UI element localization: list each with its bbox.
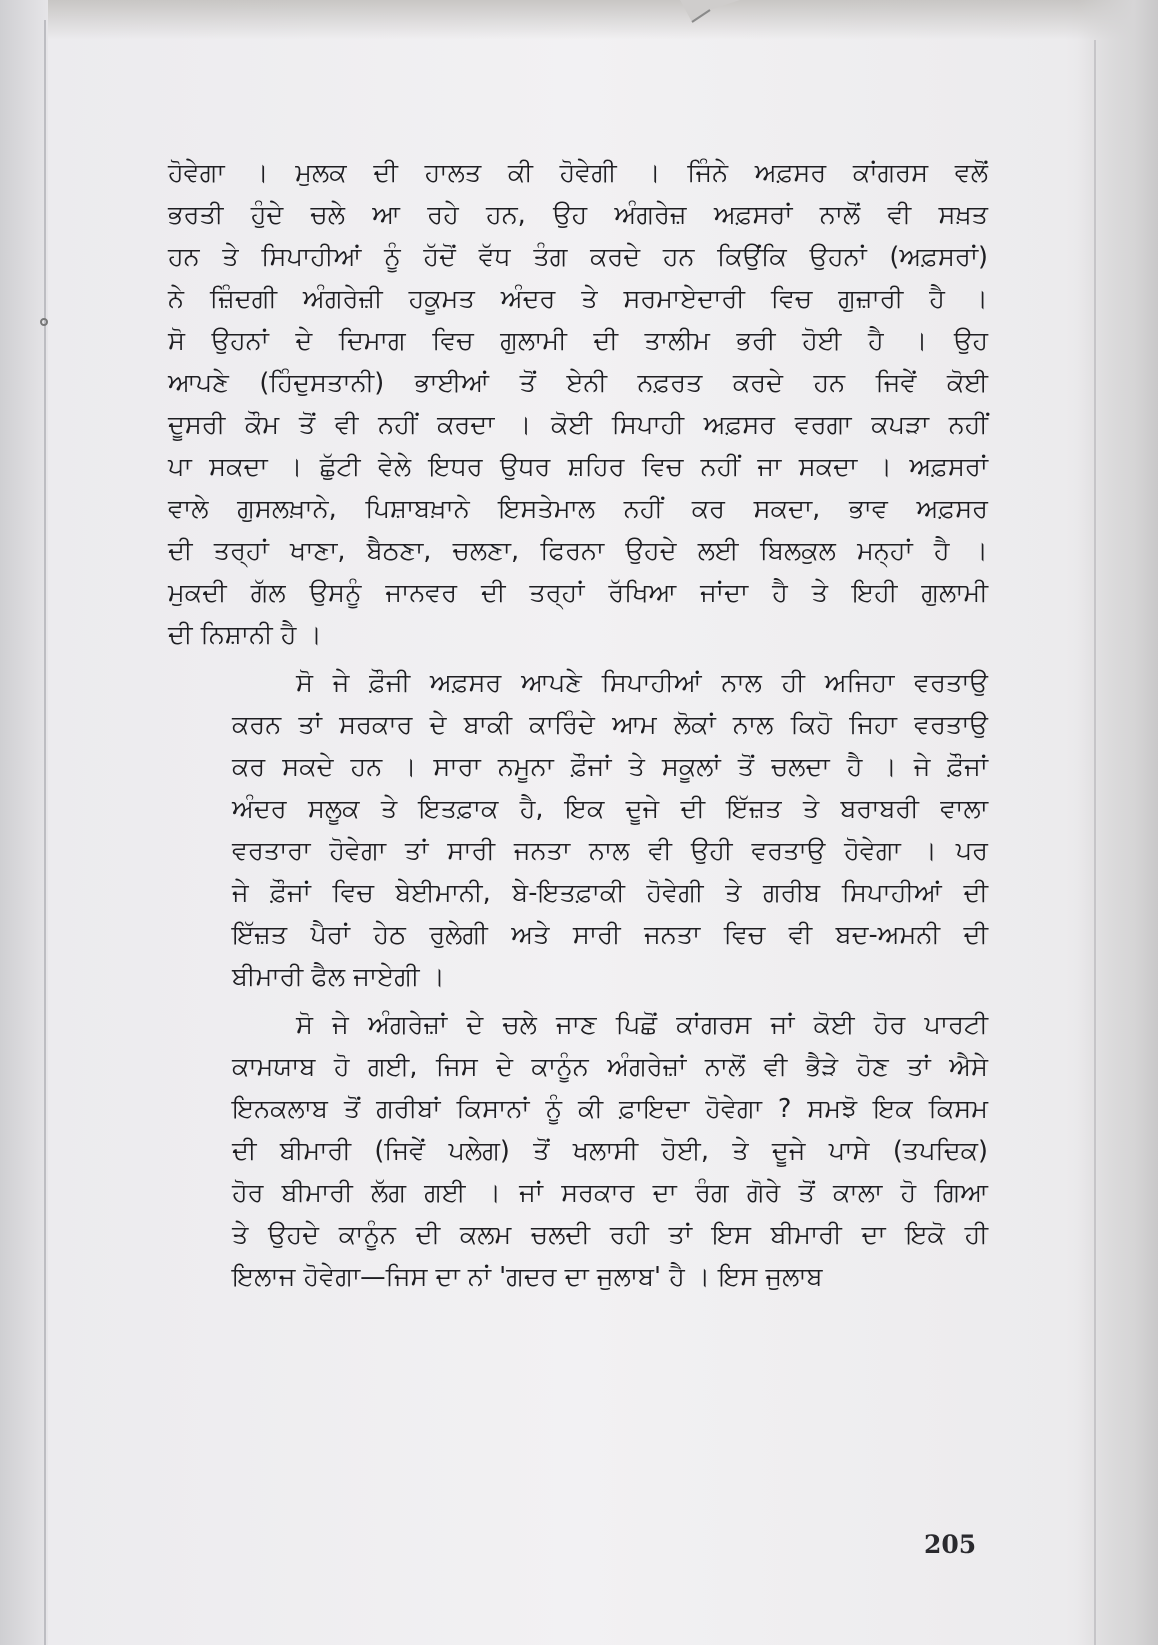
paragraph — [168, 1004, 988, 1298]
text-line: ਵਾਲੇ ਗੁਸਲਖ਼ਾਨੇ, ਪਿਸ਼ਾਬਖ਼ਾਨੇ ਇਸਤੇਮਾਲ ਨਹੀਂ ਕਰ ਸਕਦਾ, ਭਾਵ ਅਫ਼ਸਰ — [168, 494, 988, 524]
text-line: ਸੋ ਜੇ ਫ਼ੌਜੀ ਅਫ਼ਸਰ ਆਪਣੇ ਸਿਪਾਹੀਆਂ ਨਾਲ ਹੀ ਅਜਿਹਾ ਵਰਤਾਉ — [296, 668, 988, 698]
right-page-edge — [1078, 0, 1158, 1645]
text-line: ਬੀਮਾਰੀ ਫੈਲ ਜਾਏਗੀ । — [232, 962, 445, 992]
text-line: ਇੱਜ਼ਤ ਪੈਰਾਂ ਹੇਠ ਰੁਲੇਗੀ ਅਤੇ ਸਾਰੀ ਜਨਤਾ ਵਿਚ ਵੀ ਬਦ-ਅਮਨੀ ਦੀ — [232, 920, 988, 950]
text-line: ਦੂਸਰੀ ਕੌਮ ਤੋਂ ਵੀ ਨਹੀਂ ਕਰਦਾ । ਕੋਈ ਸਿਪਾਹੀ ਅਫ਼ਸਰ ਵਰਗਾ ਕਪੜਾ ਨਹੀਂ — [168, 410, 988, 440]
text-line: ਹੋਰ ਬੀਮਾਰੀ ਲੱਗ ਗਈ । ਜਾਂ ਸਰਕਾਰ ਦਾ ਰੰਗ ਗੋਰੇ ਤੋਂ ਕਾਲਾ ਹੋ ਗਿਆ — [232, 1178, 988, 1208]
text-line: ਕਰ ਸਕਦੇ ਹਨ । ਸਾਰਾ ਨਮੂਨਾ ਫ਼ੌਜਾਂ ਤੇ ਸਕੂਲਾਂ ਤੋਂ ਚਲਦਾ ਹੈ । ਜੇ ਫ਼ੌਜਾਂ — [232, 752, 988, 782]
page-number: 205 — [924, 1530, 977, 1559]
right-edge-line — [1094, 40, 1096, 1645]
text-line: ਅੰਦਰ ਸਲੂਕ ਤੇ ਇਤਫ਼ਾਕ ਹੈ, ਇਕ ਦੂਜੇ ਦੀ ਇੱਜ਼ਤ ਤੇ ਬਰਾਬਰੀ ਵਾਲਾ — [232, 794, 988, 824]
paragraph — [168, 152, 988, 656]
text-line: ਸੋ ਉਹਨਾਂ ਦੇ ਦਿਮਾਗ ਵਿਚ ਗੁਲਾਮੀ ਦੀ ਤਾਲੀਮ ਭਰੀ ਹੋਈ ਹੈ । ਉਹ — [168, 326, 988, 356]
text-line: ਵਰਤਾਰਾ ਹੋਵੇਗਾ ਤਾਂ ਸਾਰੀ ਜਨਤਾ ਨਾਲ ਵੀ ਉਹੀ ਵਰਤਾਉ ਹੋਵੇਗਾ । ਪਰ — [232, 836, 988, 866]
text-line: ਦੀ ਬੀਮਾਰੀ (ਜਿਵੇਂ ਪਲੇਗ) ਤੋਂ ਖਲਾਸੀ ਹੋਈ, ਤੇ ਦੂਜੇ ਪਾਸੇ (ਤਪਦਿਕ) — [232, 1136, 988, 1166]
text-line: ਹਨ ਤੇ ਸਿਪਾਹੀਆਂ ਨੂੰ ਹੱਦੋਂ ਵੱਧ ਤੰਗ ਕਰਦੇ ਹਨ ਕਿਉਂਕਿ ਉਹਨਾਂ (ਅਫ਼ਸਰਾਂ) — [168, 242, 988, 272]
text-line: ਆਪਣੇ (ਹਿੰਦੁਸਤਾਨੀ) ਭਾਈਆਂ ਤੋਂ ਏਨੀ ਨਫ਼ਰਤ ਕਰਦੇ ਹਨ ਜਿਵੇਂ ਕੋਈ — [168, 368, 988, 398]
body-text — [168, 152, 988, 1298]
paragraph — [168, 662, 988, 998]
text-line: ਦੀ ਨਿਸ਼ਾਨੀ ਹੈ । — [168, 620, 322, 650]
top-shadow — [0, 0, 1158, 40]
text-line: ਦੀ ਤਰ੍ਹਾਂ ਖਾਣਾ, ਬੈਠਣਾ, ਚਲਣਾ, ਫਿਰਨਾ ਉਹਦੇ ਲਈ ਬਿਲਕੁਲ ਮਨ੍ਹਾਂ ਹੈ । — [168, 536, 988, 566]
text-line: ਇਨਕਲਾਬ ਤੋਂ ਗਰੀਬਾਂ ਕਿਸਾਨਾਂ ਨੂੰ ਕੀ ਫ਼ਾਇਦਾ ਹੋਵੇਗਾ ? ਸਮਝੋ ਇਕ ਕਿਸਮ — [232, 1094, 988, 1124]
text-line: ਕਾਮਯਾਬ ਹੋ ਗਈ, ਜਿਸ ਦੇ ਕਾਨੂੰਨ ਅੰਗਰੇਜ਼ਾਂ ਨਾਲੋਂ ਵੀ ਭੈੜੇ ਹੋਣ ਤਾਂ ਐਸੇ — [232, 1052, 988, 1082]
text-line: ਭਰਤੀ ਹੁੰਦੇ ਚਲੇ ਆ ਰਹੇ ਹਨ, ਉਹ ਅੰਗਰੇਜ਼ ਅਫ਼ਸਰਾਂ ਨਾਲੋਂ ਵੀ ਸਖ਼ਤ — [168, 200, 988, 230]
left-edge-line — [44, 20, 46, 1645]
text-line: ਸੋ ਜੇ ਅੰਗਰੇਜ਼ਾਂ ਦੇ ਚਲੇ ਜਾਣ ਪਿਛੋਂ ਕਾਂਗਰਸ ਜਾਂ ਕੋਈ ਹੋਰ ਪਾਰਟੀ — [296, 1010, 988, 1040]
text-line: ਨੇ ਜ਼ਿੰਦਗੀ ਅੰਗਰੇਜ਼ੀ ਹਕੂਮਤ ਅੰਦਰ ਤੇ ਸਰਮਾਏਦਾਰੀ ਵਿਚ ਗੁਜ਼ਾਰੀ ਹੈ । — [168, 284, 988, 314]
text-line: ਕਰਨ ਤਾਂ ਸਰਕਾਰ ਦੇ ਬਾਕੀ ਕਾਰਿੰਦੇ ਆਮ ਲੋਕਾਂ ਨਾਲ ਕਿਹੋ ਜਿਹਾ ਵਰਤਾਉ — [232, 710, 988, 740]
text-line: ਇਲਾਜ ਹੋਵੇਗਾ—ਜਿਸ ਦਾ ਨਾਂ 'ਗਦਰ ਦਾ ਜੁਲਾਬ' ਹੈ । ਇਸ ਜੁਲਾਬ — [232, 1262, 823, 1292]
text-line: ਤੇ ਉਹਦੇ ਕਾਨੂੰਨ ਦੀ ਕਲਮ ਚਲਦੀ ਰਹੀ ਤਾਂ ਇਸ ਬੀਮਾਰੀ ਦਾ ਇਕੋ ਹੀ — [232, 1220, 988, 1250]
torn-corner-mark — [680, 0, 770, 28]
text-line: ਜੇ ਫ਼ੌਜਾਂ ਵਿਚ ਬੇਈਮਾਨੀ, ਬੇ-ਇਤਫ਼ਾਕੀ ਹੋਵੇਗੀ ਤੇ ਗਰੀਬ ਸਿਪਾਹੀਆਂ ਦੀ — [232, 878, 988, 908]
binding-hole-mark — [40, 318, 48, 326]
left-page-edge — [0, 0, 48, 1645]
text-line: ਹੋਵੇਗਾ । ਮੁਲਕ ਦੀ ਹਾਲਤ ਕੀ ਹੋਵੇਗੀ । ਜਿੰਨੇ ਅਫ਼ਸਰ ਕਾਂਗਰਸ ਵਲੋਂ — [168, 158, 988, 188]
text-line: ਮੁਕਦੀ ਗੱਲ ਉਸਨੂੰ ਜਾਨਵਰ ਦੀ ਤਰ੍ਹਾਂ ਰੱਖਿਆ ਜਾਂਦਾ ਹੈ ਤੇ ਇਹੀ ਗੁਲਾਮੀ — [168, 578, 988, 608]
text-line: ਪਾ ਸਕਦਾ । ਛੁੱਟੀ ਵੇਲੇ ਇਧਰ ਉਧਰ ਸ਼ਹਿਰ ਵਿਚ ਨਹੀਂ ਜਾ ਸਕਦਾ । ਅਫ਼ਸਰਾਂ — [168, 452, 988, 482]
